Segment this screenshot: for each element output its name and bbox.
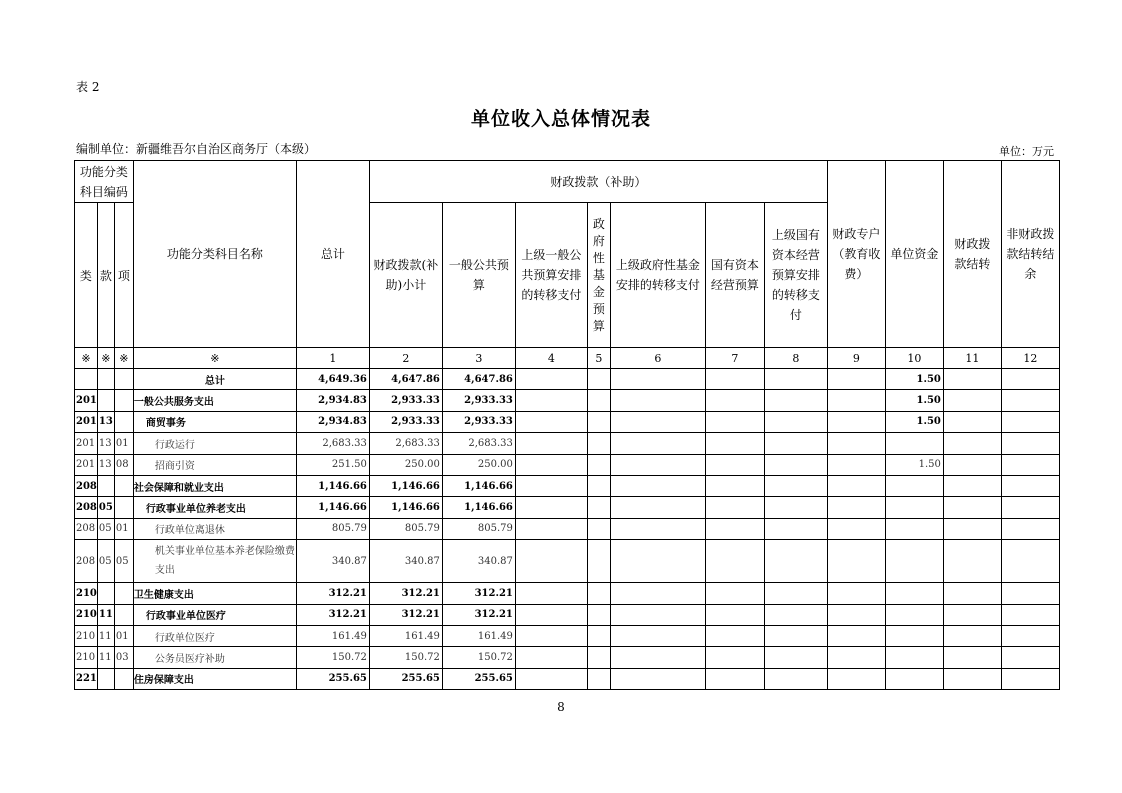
table-row: [75, 390, 1060, 411]
total-cell: 2,934.83: [296, 411, 369, 432]
col-total: 总计: [296, 161, 369, 348]
fiscal-subtotal-cell: 161.49: [369, 625, 442, 646]
upper-state-capital-transfer-cell: [764, 390, 827, 411]
upper-state-capital-transfer-cell: [764, 583, 827, 604]
subject-name-cell: 商贸事务: [133, 411, 296, 432]
table-row: [75, 647, 1060, 668]
general-budget-cell: 2,933.33: [442, 411, 515, 432]
upper-gov-fund-transfer-cell: [610, 583, 705, 604]
upper-state-capital-transfer-cell: [764, 625, 827, 646]
upper-gov-fund-transfer-cell: [610, 369, 705, 390]
gov-fund-cell: [587, 583, 610, 604]
col-lei: 类: [75, 203, 98, 348]
gov-fund-cell: [587, 518, 610, 539]
column-index-cell: 5: [587, 348, 610, 369]
carryover-cell: [943, 497, 1001, 518]
state-capital-cell: [705, 518, 764, 539]
non-fiscal-carryover-cell: [1001, 604, 1059, 625]
column-index-cell: 10: [885, 348, 943, 369]
kuan-code-cell: 13: [97, 411, 114, 432]
xiang-code-cell: [114, 411, 133, 432]
xiang-code-cell: [114, 497, 133, 518]
subject-name-cell: 行政运行: [133, 433, 296, 454]
table-row: [75, 583, 1060, 604]
upper-state-capital-transfer-cell: [764, 518, 827, 539]
col-unit-fund: 单位资金: [885, 161, 943, 348]
state-capital-cell: [705, 411, 764, 432]
upper-state-capital-transfer-cell: [764, 454, 827, 475]
col-name: 功能分类科目名称: [133, 161, 296, 348]
upper-general-transfer-cell: [515, 668, 587, 689]
fiscal-subtotal-cell: 340.87: [369, 540, 442, 583]
carryover-cell: [943, 540, 1001, 583]
non-fiscal-carryover-cell: [1001, 647, 1059, 668]
general-budget-cell: 1,146.66: [442, 475, 515, 496]
non-fiscal-carryover-cell: [1001, 475, 1059, 496]
edu-fund-cell: [827, 411, 885, 432]
general-budget-cell: 161.49: [442, 625, 515, 646]
upper-gov-fund-transfer-cell: [610, 518, 705, 539]
page-title: 单位收入总体情况表: [470, 108, 651, 130]
xiang-code-cell: 01: [114, 433, 133, 454]
subject-name-cell: 招商引资: [133, 454, 296, 475]
total-cell: 805.79: [296, 518, 369, 539]
col-upper-general-transfer: 上级一般公共预算安排的转移支付: [515, 203, 587, 348]
general-budget-cell: 250.00: [442, 454, 515, 475]
table-row: [75, 497, 1060, 518]
subject-name-cell: 行政单位离退休: [133, 518, 296, 539]
fiscal-subtotal-cell: 4,647.86: [369, 369, 442, 390]
unit-fund-cell: 1.50: [885, 411, 943, 432]
col-edu-fund: 财政专户（教育收费）: [827, 161, 885, 348]
edu-fund-cell: [827, 454, 885, 475]
gov-fund-cell: [587, 668, 610, 689]
col-carryover: 财政拨款结转: [943, 161, 1001, 348]
upper-gov-fund-transfer-cell: [610, 433, 705, 454]
non-fiscal-carryover-cell: [1001, 668, 1059, 689]
kuan-code-cell: 05: [97, 518, 114, 539]
upper-gov-fund-transfer-cell: [610, 540, 705, 583]
edu-fund-cell: [827, 475, 885, 496]
fiscal-subtotal-cell: 150.72: [369, 647, 442, 668]
edu-fund-cell: [827, 369, 885, 390]
kuan-code-cell: 11: [97, 625, 114, 646]
table-row: [75, 454, 1060, 475]
total-cell: 1,146.66: [296, 497, 369, 518]
kuan-code-cell: 11: [97, 604, 114, 625]
table-row: [75, 604, 1060, 625]
lei-code-cell: 201: [75, 411, 98, 432]
gov-fund-cell: [587, 647, 610, 668]
table-row: [75, 475, 1060, 496]
lei-code-cell: 210: [75, 625, 98, 646]
col-code-group: 功能分类科目编码: [75, 161, 134, 203]
unit-fund-cell: [885, 625, 943, 646]
gov-fund-cell: [587, 411, 610, 432]
lei-code-cell: 210: [75, 647, 98, 668]
col-xiang: 项: [114, 203, 133, 348]
upper-state-capital-transfer-cell: [764, 475, 827, 496]
subject-name-cell: 总计: [133, 369, 296, 390]
col-kuan: 款: [97, 203, 114, 348]
general-budget-cell: 805.79: [442, 518, 515, 539]
upper-gov-fund-transfer-cell: [610, 497, 705, 518]
unit-fund-cell: [885, 475, 943, 496]
gov-fund-cell: [587, 475, 610, 496]
upper-state-capital-transfer-cell: [764, 369, 827, 390]
xiang-code-cell: 05: [114, 540, 133, 583]
gov-fund-cell: [587, 625, 610, 646]
general-budget-cell: 312.21: [442, 583, 515, 604]
kuan-code-cell: [97, 583, 114, 604]
column-index-cell: 2: [369, 348, 442, 369]
unit-fund-cell: [885, 647, 943, 668]
xiang-code-cell: [114, 583, 133, 604]
upper-general-transfer-cell: [515, 583, 587, 604]
state-capital-cell: [705, 497, 764, 518]
fiscal-subtotal-cell: 2,683.33: [369, 433, 442, 454]
kuan-code-cell: 05: [97, 497, 114, 518]
carryover-cell: [943, 390, 1001, 411]
upper-gov-fund-transfer-cell: [610, 411, 705, 432]
upper-state-capital-transfer-cell: [764, 540, 827, 583]
upper-general-transfer-cell: [515, 454, 587, 475]
xiang-code-cell: 01: [114, 625, 133, 646]
carryover-cell: [943, 454, 1001, 475]
column-index-cell: 6: [610, 348, 705, 369]
kuan-code-cell: [97, 390, 114, 411]
column-index-cell: ※: [133, 348, 296, 369]
unit-fund-cell: 1.50: [885, 390, 943, 411]
xiang-code-cell: [114, 604, 133, 625]
fiscal-subtotal-cell: 2,933.33: [369, 390, 442, 411]
edu-fund-cell: [827, 497, 885, 518]
kuan-code-cell: 13: [97, 454, 114, 475]
fiscal-subtotal-cell: 255.65: [369, 668, 442, 689]
xiang-code-cell: 08: [114, 454, 133, 475]
total-cell: 312.21: [296, 583, 369, 604]
subject-name-cell: 住房保障支出: [133, 668, 296, 689]
gov-fund-cell: [587, 497, 610, 518]
total-cell: 340.87: [296, 540, 369, 583]
subject-name-cell: 一般公共服务支出: [133, 390, 296, 411]
gov-fund-cell: [587, 433, 610, 454]
upper-state-capital-transfer-cell: [764, 433, 827, 454]
column-index-cell: 1: [296, 348, 369, 369]
edu-fund-cell: [827, 583, 885, 604]
carryover-cell: [943, 668, 1001, 689]
fiscal-subtotal-cell: 312.21: [369, 604, 442, 625]
lei-code-cell: 208: [75, 475, 98, 496]
unit-fund-cell: 1.50: [885, 369, 943, 390]
subject-name-cell: 行政事业单位医疗: [133, 604, 296, 625]
upper-state-capital-transfer-cell: [764, 411, 827, 432]
unit-fund-cell: [885, 583, 943, 604]
upper-general-transfer-cell: [515, 433, 587, 454]
lei-code-cell: 210: [75, 604, 98, 625]
column-index-cell: 4: [515, 348, 587, 369]
state-capital-cell: [705, 390, 764, 411]
column-index-cell: 9: [827, 348, 885, 369]
table-row: [75, 625, 1060, 646]
upper-gov-fund-transfer-cell: [610, 668, 705, 689]
total-cell: 161.49: [296, 625, 369, 646]
lei-code-cell: 201: [75, 433, 98, 454]
table-row: [75, 433, 1060, 454]
upper-gov-fund-transfer-cell: [610, 454, 705, 475]
carryover-cell: [943, 583, 1001, 604]
non-fiscal-carryover-cell: [1001, 390, 1059, 411]
upper-general-transfer-cell: [515, 475, 587, 496]
state-capital-cell: [705, 647, 764, 668]
general-budget-cell: 2,683.33: [442, 433, 515, 454]
unit-fund-cell: [885, 604, 943, 625]
column-index-row: [75, 348, 1060, 369]
carryover-cell: [943, 475, 1001, 496]
state-capital-cell: [705, 668, 764, 689]
total-cell: 251.50: [296, 454, 369, 475]
non-fiscal-carryover-cell: [1001, 540, 1059, 583]
kuan-code-cell: 05: [97, 540, 114, 583]
table-row: [75, 668, 1060, 689]
gov-fund-cell: [587, 454, 610, 475]
edu-fund-cell: [827, 604, 885, 625]
fiscal-subtotal-cell: 1,146.66: [369, 475, 442, 496]
lei-code-cell: 208: [75, 497, 98, 518]
upper-general-transfer-cell: [515, 497, 587, 518]
kuan-code-cell: 13: [97, 433, 114, 454]
state-capital-cell: [705, 454, 764, 475]
subject-name-cell: 公务员医疗补助: [133, 647, 296, 668]
table-row: [75, 369, 1060, 390]
col-general-budget: 一般公共预算: [442, 203, 515, 348]
total-cell: 312.21: [296, 604, 369, 625]
state-capital-cell: [705, 583, 764, 604]
lei-code-cell: 210: [75, 583, 98, 604]
table-label: 表 2: [76, 80, 100, 94]
edu-fund-cell: [827, 540, 885, 583]
kuan-code-cell: [97, 668, 114, 689]
upper-gov-fund-transfer-cell: [610, 647, 705, 668]
non-fiscal-carryover-cell: [1001, 433, 1059, 454]
non-fiscal-carryover-cell: [1001, 518, 1059, 539]
column-index-cell: 11: [943, 348, 1001, 369]
lei-code-cell: 208: [75, 518, 98, 539]
column-index-cell: ※: [97, 348, 114, 369]
state-capital-cell: [705, 433, 764, 454]
upper-state-capital-transfer-cell: [764, 604, 827, 625]
xiang-code-cell: 01: [114, 518, 133, 539]
total-cell: 2,683.33: [296, 433, 369, 454]
fiscal-subtotal-cell: 250.00: [369, 454, 442, 475]
xiang-code-cell: [114, 668, 133, 689]
compiling-unit: 编制单位：新疆维吾尔自治区商务厅（本级）: [76, 142, 317, 156]
column-index-cell: ※: [114, 348, 133, 369]
non-fiscal-carryover-cell: [1001, 454, 1059, 475]
gov-fund-cell: [587, 390, 610, 411]
col-upper-state-capital-transfer: 上级国有资本经营预算安排的转移支付: [764, 203, 827, 348]
lei-code-cell: 201: [75, 454, 98, 475]
carryover-cell: [943, 369, 1001, 390]
unit-fund-cell: [885, 497, 943, 518]
total-cell: 255.65: [296, 668, 369, 689]
non-fiscal-carryover-cell: [1001, 583, 1059, 604]
upper-gov-fund-transfer-cell: [610, 475, 705, 496]
col-state-capital: 国有资本经营预算: [705, 203, 764, 348]
total-cell: 1,146.66: [296, 475, 369, 496]
subject-name-cell: 行政事业单位养老支出: [133, 497, 296, 518]
fiscal-subtotal-cell: 312.21: [369, 583, 442, 604]
edu-fund-cell: [827, 518, 885, 539]
subject-name-cell: 机关事业单位基本养老保险缴费支出: [133, 540, 296, 583]
fiscal-subtotal-cell: 2,933.33: [369, 411, 442, 432]
total-cell: 2,934.83: [296, 390, 369, 411]
xiang-code-cell: [114, 390, 133, 411]
kuan-code-cell: [97, 475, 114, 496]
gov-fund-cell: [587, 604, 610, 625]
fiscal-subtotal-cell: 805.79: [369, 518, 442, 539]
general-budget-cell: 1,146.66: [442, 497, 515, 518]
xiang-code-cell: 03: [114, 647, 133, 668]
lei-code-cell: [75, 369, 98, 390]
upper-general-transfer-cell: [515, 390, 587, 411]
carryover-cell: [943, 604, 1001, 625]
unit-fund-cell: [885, 668, 943, 689]
kuan-code-cell: 11: [97, 647, 114, 668]
kuan-code-cell: [97, 369, 114, 390]
upper-general-transfer-cell: [515, 540, 587, 583]
col-non-fiscal-carryover: 非财政拨款结转结余: [1001, 161, 1059, 348]
unit-fund-cell: [885, 540, 943, 583]
non-fiscal-carryover-cell: [1001, 497, 1059, 518]
general-budget-cell: 340.87: [442, 540, 515, 583]
non-fiscal-carryover-cell: [1001, 369, 1059, 390]
upper-general-transfer-cell: [515, 518, 587, 539]
state-capital-cell: [705, 540, 764, 583]
total-cell: 4,649.36: [296, 369, 369, 390]
edu-fund-cell: [827, 647, 885, 668]
upper-general-transfer-cell: [515, 625, 587, 646]
subject-name-cell: 卫生健康支出: [133, 583, 296, 604]
column-index-cell: 8: [764, 348, 827, 369]
total-cell: 150.72: [296, 647, 369, 668]
upper-gov-fund-transfer-cell: [610, 625, 705, 646]
non-fiscal-carryover-cell: [1001, 411, 1059, 432]
income-table: [74, 160, 1060, 690]
carryover-cell: [943, 647, 1001, 668]
table-row: [75, 540, 1060, 583]
fiscal-subtotal-cell: 1,146.66: [369, 497, 442, 518]
non-fiscal-carryover-cell: [1001, 625, 1059, 646]
edu-fund-cell: [827, 668, 885, 689]
subject-name-cell: 社会保障和就业支出: [133, 475, 296, 496]
lei-code-cell: 208: [75, 540, 98, 583]
column-index-cell: ※: [75, 348, 98, 369]
upper-general-transfer-cell: [515, 604, 587, 625]
lei-code-cell: 221: [75, 668, 98, 689]
upper-general-transfer-cell: [515, 369, 587, 390]
edu-fund-cell: [827, 433, 885, 454]
general-budget-cell: 312.21: [442, 604, 515, 625]
upper-general-transfer-cell: [515, 411, 587, 432]
general-budget-cell: 255.65: [442, 668, 515, 689]
edu-fund-cell: [827, 625, 885, 646]
subject-name-cell: 行政单位医疗: [133, 625, 296, 646]
col-fiscal-subtotal: 财政拨款(补助)小计: [369, 203, 442, 348]
lei-code-cell: 201: [75, 390, 98, 411]
xiang-code-cell: [114, 369, 133, 390]
general-budget-cell: 150.72: [442, 647, 515, 668]
unit-fund-cell: [885, 518, 943, 539]
carryover-cell: [943, 518, 1001, 539]
state-capital-cell: [705, 369, 764, 390]
col-gov-fund: 政府性基金预算: [587, 203, 610, 348]
state-capital-cell: [705, 475, 764, 496]
unit-fund-cell: 1.50: [885, 454, 943, 475]
col-upper-gov-fund-transfer: 上级政府性基金安排的转移支付: [610, 203, 705, 348]
upper-gov-fund-transfer-cell: [610, 390, 705, 411]
unit-fund-cell: [885, 433, 943, 454]
carryover-cell: [943, 433, 1001, 454]
column-index-cell: 7: [705, 348, 764, 369]
column-index-cell: 12: [1001, 348, 1059, 369]
carryover-cell: [943, 411, 1001, 432]
carryover-cell: [943, 625, 1001, 646]
general-budget-cell: 2,933.33: [442, 390, 515, 411]
gov-fund-cell: [587, 369, 610, 390]
upper-state-capital-transfer-cell: [764, 647, 827, 668]
upper-gov-fund-transfer-cell: [610, 604, 705, 625]
state-capital-cell: [705, 625, 764, 646]
state-capital-cell: [705, 604, 764, 625]
gov-fund-cell: [587, 540, 610, 583]
page-number: 8: [557, 700, 565, 714]
general-budget-cell: 4,647.86: [442, 369, 515, 390]
table-row: [75, 411, 1060, 432]
upper-state-capital-transfer-cell: [764, 668, 827, 689]
edu-fund-cell: [827, 390, 885, 411]
currency-unit: 单位：万元: [999, 145, 1054, 158]
table-row: [75, 518, 1060, 539]
upper-state-capital-transfer-cell: [764, 497, 827, 518]
column-index-cell: 3: [442, 348, 515, 369]
xiang-code-cell: [114, 475, 133, 496]
col-fiscal-group: 财政拨款（补助）: [369, 161, 827, 203]
upper-general-transfer-cell: [515, 647, 587, 668]
